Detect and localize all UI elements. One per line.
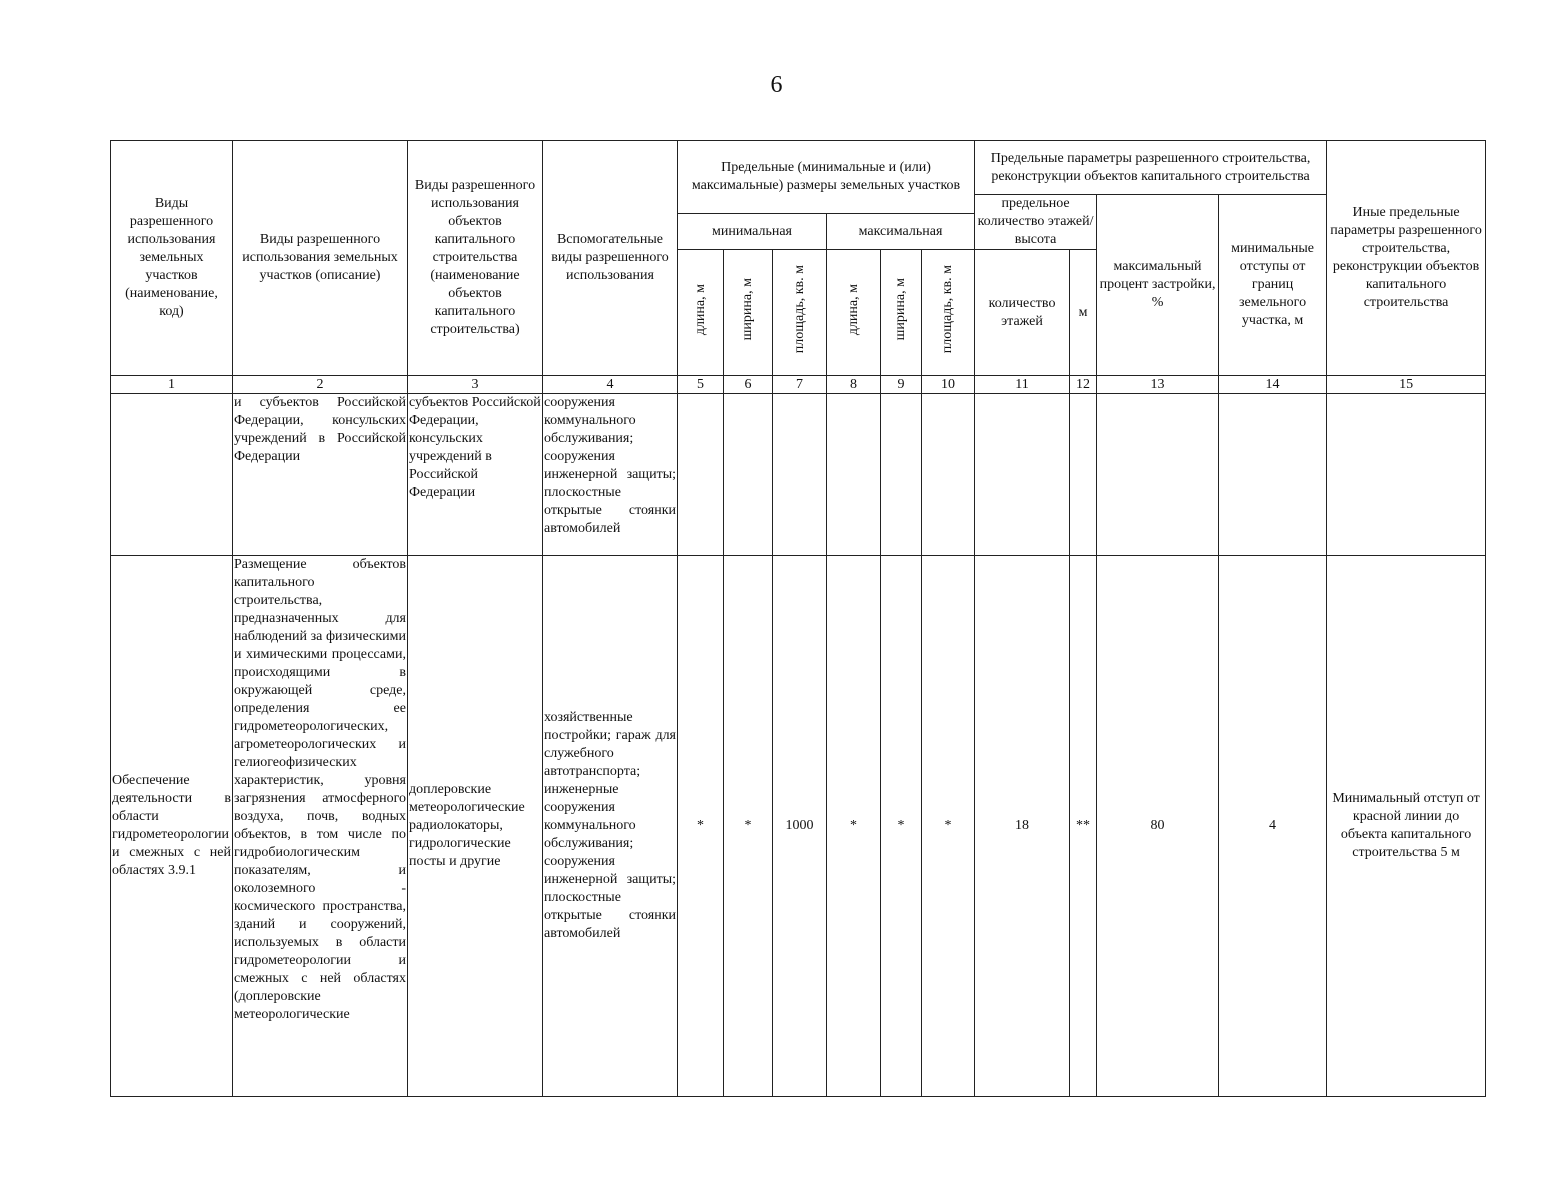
- header-min-width: ширина, м: [724, 250, 773, 376]
- cell-floors: 18: [975, 556, 1070, 1097]
- column-number: 13: [1097, 376, 1219, 394]
- cell-value: [1070, 394, 1097, 556]
- cell-value: [724, 394, 773, 556]
- header-other-params: Иные предельные параметры разрешенного строительства, реконструкции объектов капитального строительства: [1327, 141, 1486, 376]
- cell-min-width: *: [724, 556, 773, 1097]
- cell-value: [975, 394, 1070, 556]
- header-land-use-description: Виды разрешенного использования земельных участков (описание): [233, 141, 408, 376]
- land-use-table: [110, 140, 1486, 1097]
- header-meters: м: [1070, 250, 1097, 376]
- header-min-length: длина, м: [678, 250, 724, 376]
- header-plot-size-limits: Предельные (минимальные и (или) максимальные) размеры земельных участков: [678, 141, 975, 214]
- header-min-area: площадь, кв. м: [773, 250, 827, 376]
- header-auxiliary-uses: Вспомогательные виды разрешенного использования: [543, 141, 678, 376]
- cell-min-offsets: 4: [1219, 556, 1327, 1097]
- cell-value: [1097, 394, 1219, 556]
- cell-other-params: Минимальный отступ от красной линии до объекта капитального строительства 5 м: [1327, 556, 1486, 1097]
- column-number: 5: [678, 376, 724, 394]
- cell-height: **: [1070, 556, 1097, 1097]
- cell-max-percent: 80: [1097, 556, 1219, 1097]
- cell-min-area: 1000: [773, 556, 827, 1097]
- column-number: 14: [1219, 376, 1327, 394]
- cell-min-length: *: [678, 556, 724, 1097]
- column-number: 9: [881, 376, 922, 394]
- cell-value: [773, 394, 827, 556]
- column-number: 8: [827, 376, 881, 394]
- table-row: [111, 556, 1486, 1097]
- header-max-width: ширина, м: [881, 250, 922, 376]
- header-floors: количество этажей: [975, 250, 1070, 376]
- cell-value: [827, 394, 881, 556]
- column-number: 7: [773, 376, 827, 394]
- header-max-percent: максимальный процент застройки, %: [1097, 195, 1219, 376]
- cell-value: [881, 394, 922, 556]
- header-max-area: площадь, кв. м: [922, 250, 975, 376]
- column-number: 1: [111, 376, 233, 394]
- column-number: 10: [922, 376, 975, 394]
- column-number: 4: [543, 376, 678, 394]
- cell-land-use-name: [111, 394, 233, 556]
- cell-value: [678, 394, 724, 556]
- column-number: 12: [1070, 376, 1097, 394]
- cell-max-width: *: [881, 556, 922, 1097]
- column-number: 11: [975, 376, 1070, 394]
- header-min-offsets: минимальные отступы от границ земельного участка, м: [1219, 195, 1327, 376]
- header-maximum: максимальная: [827, 214, 975, 250]
- header-capital-objects: Виды разрешенного использования объектов капитального строительства (наименование объектов капитального строительства): [408, 141, 543, 376]
- column-number: 15: [1327, 376, 1486, 394]
- cell-capital-objects: доплеровские метеорологические радиолокаторы, гидрологические посты и другие: [408, 556, 543, 1097]
- cell-value: [1219, 394, 1327, 556]
- header-construction-params: Предельные параметры разрешенного строительства, реконструкции объектов капитального строительства: [975, 141, 1327, 195]
- cell-capital-objects: субъектов Российской Федерации, консульских учреждений в Российской Федерации: [408, 394, 543, 556]
- header-max-length: длина, м: [827, 250, 881, 376]
- header-minimum: минимальная: [678, 214, 827, 250]
- cell-max-area: *: [922, 556, 975, 1097]
- column-numbers-row: [111, 376, 1486, 394]
- cell-value: [922, 394, 975, 556]
- header-land-use-name: Виды разрешенного использования земельных участков (наименование, код): [111, 141, 233, 376]
- column-number: 6: [724, 376, 773, 394]
- cell-auxiliary-uses: сооружения коммунального обслуживания; сооружения инженерной защиты; плоскостные открытые стоянки автомобилей: [543, 394, 678, 556]
- header-floors-height: предельное количество этажей/высота: [975, 195, 1097, 250]
- column-number: 2: [233, 376, 408, 394]
- column-number: 3: [408, 376, 543, 394]
- cell-description: и субъектов Российской Федерации, консульских учреждений в Российской Федерации: [233, 394, 408, 556]
- cell-max-length: *: [827, 556, 881, 1097]
- page-number: 6: [770, 72, 783, 98]
- cell-auxiliary-uses: хозяйственные постройки; гараж для служебного автотранспорта; инженерные сооружения коммунального обслуживания; сооружения инженерной защиты; плоскостные открытые стоянки автомобилей: [543, 556, 678, 1097]
- table-row: [111, 394, 1486, 556]
- cell-description: Размещение объектов капитального строительства, предназначенных для наблюдений за физическими и химическими процессами, происходящими в окружающей среде, определения ее гидрометеорологических, агрометеорологических и гелиогеофизических характеристик, уровня загрязнения атмосферного воздуха, почв, водных объектов, в том числе по гидробиологическим показателям, и околоземного - космического пространства, зданий и сооружений, используемых в области гидрометеорологии и смежных с ней областях (доплеровские метеорологические: [233, 556, 408, 1097]
- cell-land-use-name: Обеспечение деятельности в области гидрометеорологии и смежных с ней областях 3.9.1: [111, 556, 233, 1097]
- cell-value: [1327, 394, 1486, 556]
